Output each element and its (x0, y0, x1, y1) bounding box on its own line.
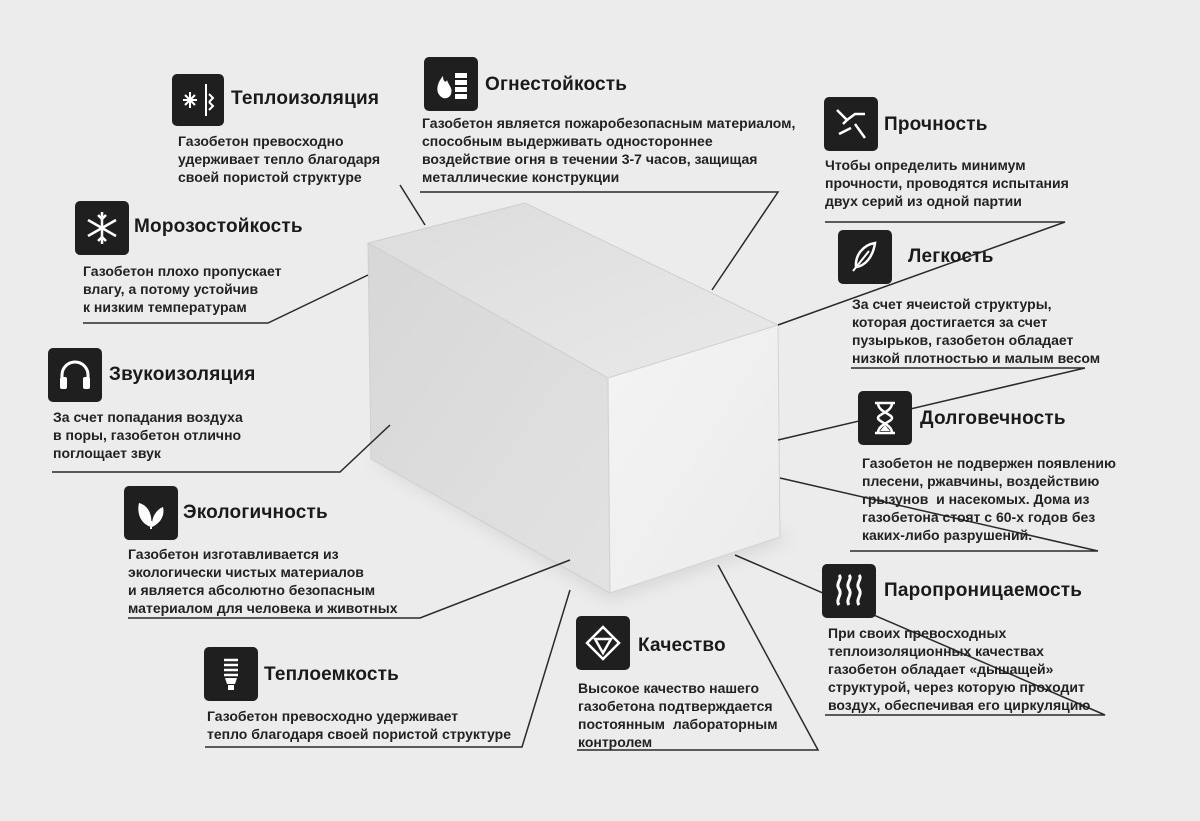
feature-description: Газобетон плохо пропускает влагу, а потому устойчив к низким температурам (83, 263, 282, 315)
feature-title: Огнестойкость (485, 74, 628, 95)
feature-description: Высокое качество нашего газобетона подтверждается постоянным лабораторным контролем (578, 680, 778, 750)
feature-title: Теплоизоляция (231, 88, 380, 109)
feature-description: Газобетон является пожаробезопасным материалом, способным выдерживать одностороннее воздействие огня в течении 3-7 часов, защищая металлические конструкции (422, 115, 796, 185)
leader-line-thermal (400, 185, 425, 225)
feature-description: Газобетон не подвержен появлению плесени, ржавчины, воздействию грызунов и насекомых. Дома из газобетона стоят с 60-х годов без каких-либо разрушений. (862, 455, 1116, 543)
snowflake-icon (75, 201, 129, 255)
feature-title: Экологичность (183, 502, 328, 523)
leaf-icon (124, 486, 178, 540)
feature-title: Качество (638, 635, 726, 656)
feature-description: За счет ячеистой структуры, которая достигается за счет пузырьков, газобетон обладает низкой плотностью и малым весом (852, 296, 1101, 366)
feature-title: Морозостойкость (134, 216, 303, 237)
hourglass-icon (858, 391, 912, 445)
feature-title: Легкость (908, 246, 994, 267)
feature-title: Звукоизоляция (109, 364, 256, 385)
feature-title: Теплоемкость (264, 664, 400, 685)
feature-title: Паропроницаемость (884, 580, 1083, 601)
feature-description: Чтобы определить минимум прочности, проводятся испытания двух серий из одной партии (825, 157, 1069, 209)
feature-title: Прочность (884, 114, 988, 135)
steam-icon (822, 564, 876, 618)
fire-resistance-icon (424, 57, 478, 111)
quality-mark-icon (576, 616, 630, 670)
feather-icon (838, 230, 892, 284)
feature-description: При своих превосходных теплоизоляционных качествах газобетон обладает «дышащей» структурой, через которую проходит воздух, обеспечивая его циркуляцию (828, 625, 1091, 713)
thermal-insulation-icon (172, 74, 224, 126)
feature-description: Газобетон изготавливается из экологически чистых материалов и является абсолютно безопасным материалом для человека и животных (128, 546, 398, 616)
feature-description: Газобетон превосходно удерживает тепло благодаря своей пористой структуре (178, 133, 381, 185)
feature-title: Долговечность (920, 408, 1066, 429)
feature-description: За счет попадания воздуха в поры, газобетон отлично поглощает звук (53, 409, 243, 461)
feature-description: Газобетон превосходно удерживает тепло благодаря своей пористой структуре (207, 708, 512, 742)
lightbulb-icon (204, 647, 258, 701)
strength-icon (824, 97, 878, 151)
headphones-icon (48, 348, 102, 402)
